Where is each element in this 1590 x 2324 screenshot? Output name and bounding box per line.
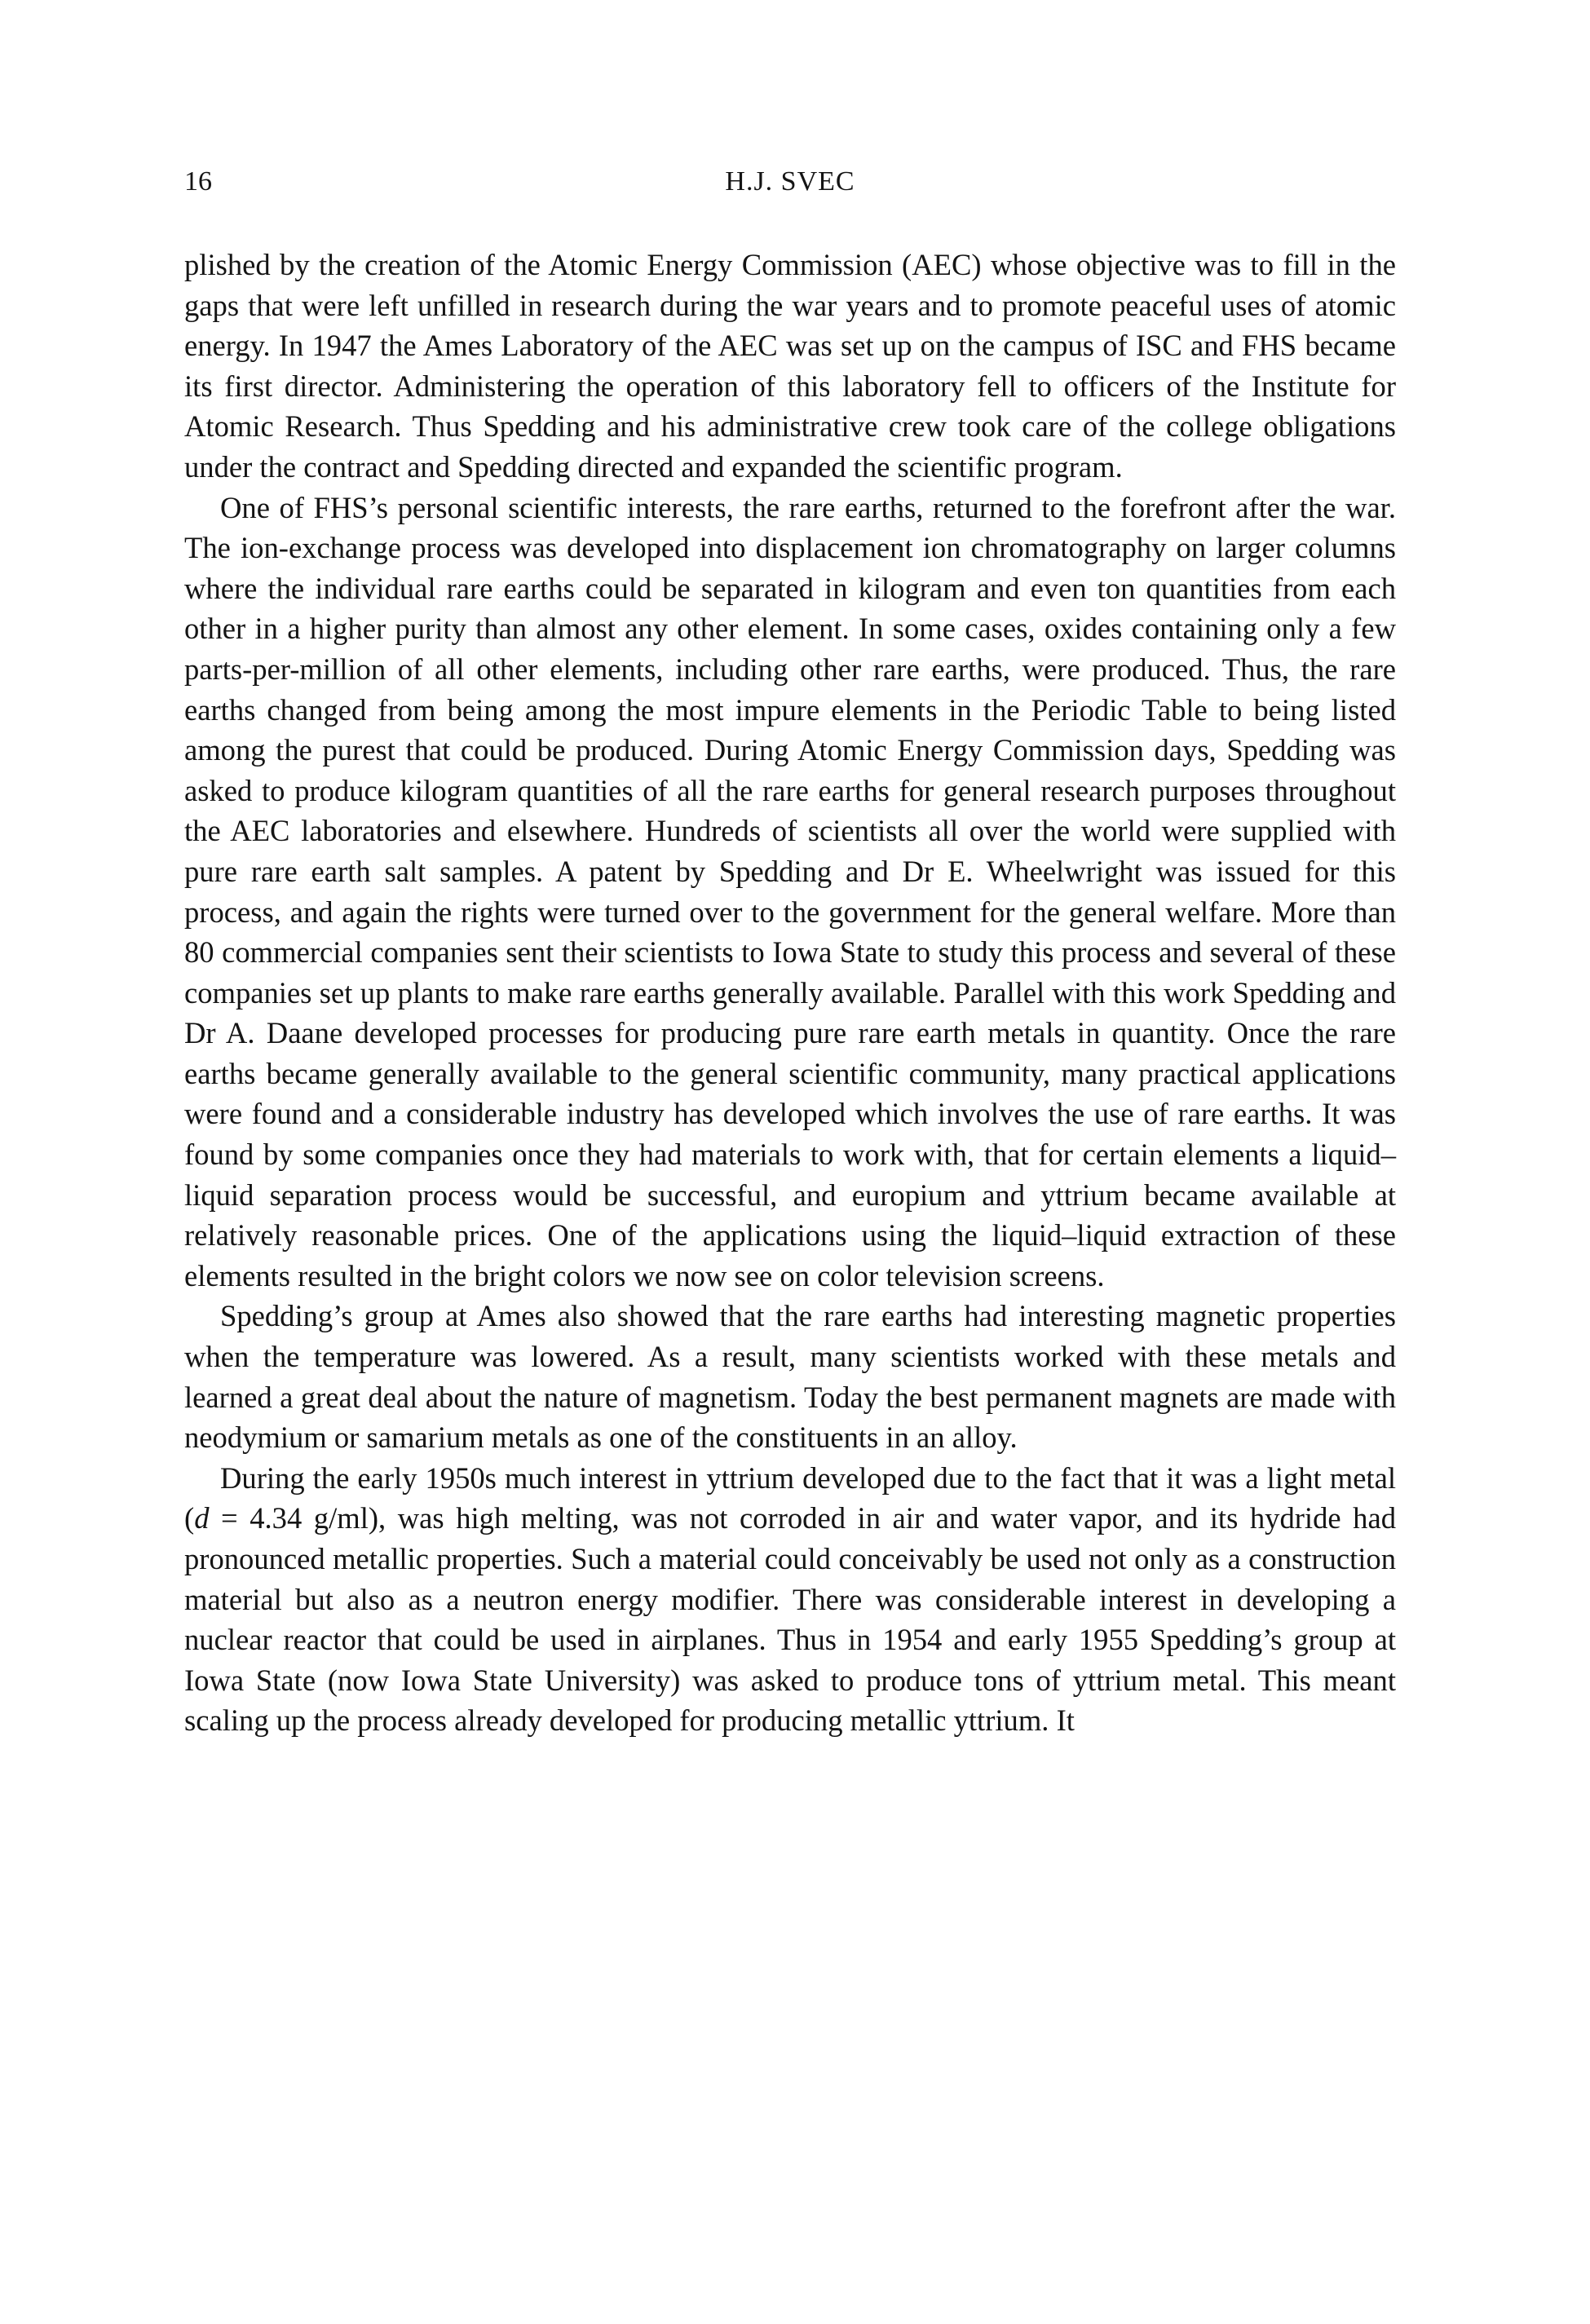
paragraph-1: plished by the creation of the Atomic Energy Commission (AEC) whose objective was to fill in the gaps that were left unfilled in research during the war years and to promote peaceful uses of atomic energy. In 1947 the Ames Laboratory of the AEC was set up on the campus of ISC and FHS became its first director. Administering the operation of this laboratory fell to officers of the Institute for Atomic Research. Thus Spedding and his administrative crew took care of the college obligations under the contract and Spedding directed and expanded the scientific program. xyxy=(184,248,1396,484)
running-head xyxy=(184,161,1396,202)
paragraph-4 xyxy=(184,1458,1396,1741)
body-text xyxy=(184,245,1396,1741)
density-symbol: d xyxy=(194,1501,210,1535)
page-number: 16 xyxy=(184,166,212,197)
paragraph-3: Spedding’s group at Ames also showed that the rare earths had interesting magnetic properties when the temperature was lowered. As a result, many scientists worked with these metals and learned a great deal about the nature of magnetism. Today the best permanent magnets are made with neodymium or samarium metals as one of the constituents in an alloy. xyxy=(184,1299,1396,1455)
paragraph-2: One of FHS’s personal scientific interests, the rare earths, returned to the forefront after the war. The ion-exchange process was developed into displacement ion chromatography on larger columns where the individual rare earths could be separated in kilogram and even ton quantities from each other in a higher purity than almost any other element. In some cases, oxides containing only a few parts-per-million of all other elements, including other rare earths, were produced. Thus, the rare earths changed from being among the most impure elements in the Periodic Table to being listed among the purest that could be produced. During Atomic Energy Commission days, Spedding was asked to produce kilogram quantities of all the rare earths for general research purposes throughout the AEC laboratories and elsewhere. Hundreds of scientists all over the world were supplied with pure rare earth salt samples. A patent by Spedding and Dr E. Wheelwright was issued for this process, and again the rights were turned over to the government for the general welfare. More than 80 commercial companies sent their scientists to Iowa State to study this process and several of these companies set up plants to make rare earths generally available. Parallel with this work Spedding and Dr A. Daane developed processes for producing pure rare earth metals in quantity. Once the rare earths became generally available to the general scientific community, many practical applications were found and a considerable industry has developed which involves the use of rare earths. It was found by some companies once they had materials to work with, that for certain elements a liquid–liquid separation process would be successful, and europium and yttrium became available at relatively reasonable prices. One of the applications using the liquid–liquid extraction of these elements resulted in the bright colors we now see on color television screens. xyxy=(184,490,1396,1292)
paragraph-4-text-after: = 4.34 g/ml), was high melting, was not corroded in air and water vapor, and its hydride had pronounced metallic properties. Such a material could conceivably be used not only as a construction material but also as a neutron energy modifier. There was considerable interest in developing a nuclear reactor that could be used in airplanes. Thus in 1954 and early 1955 Spedding’s group at Iowa State (now Iowa State University) was asked to produce tons of yttrium metal. This meant scaling up the process already developed for producing metallic yttrium. It xyxy=(184,1501,1396,1738)
running-title: H.J. SVEC xyxy=(725,166,855,197)
paragraph-4-text-before: During the early 1950s much interest in yttrium developed due to the fact that it was a light metal ( xyxy=(184,1460,1396,1535)
